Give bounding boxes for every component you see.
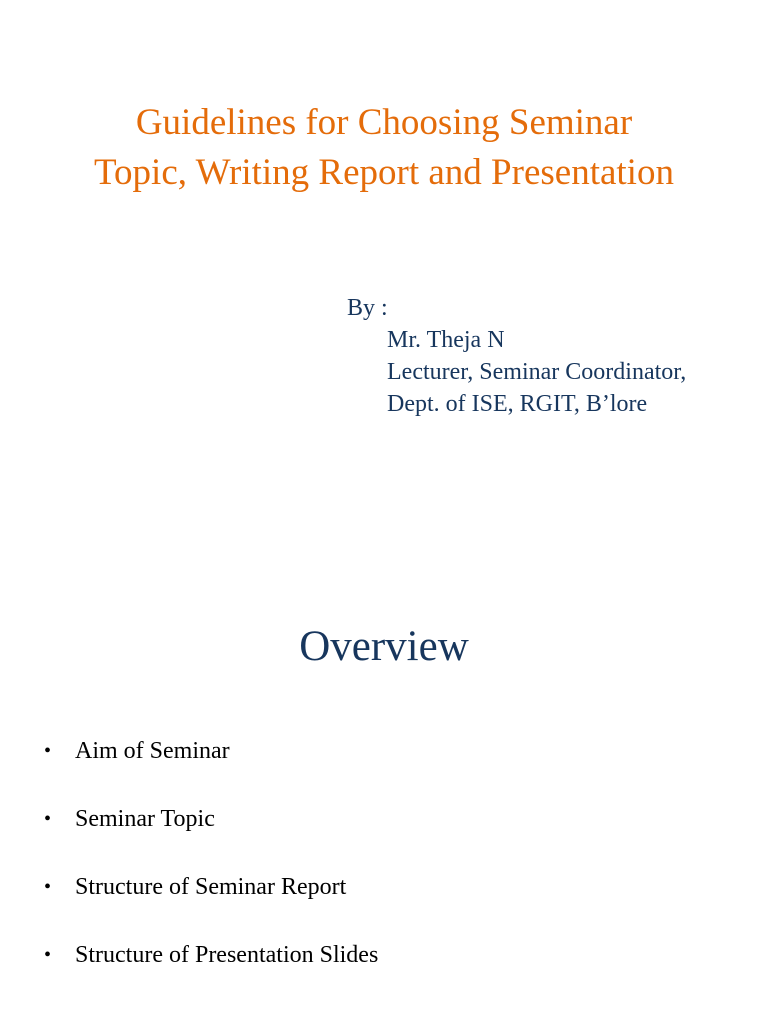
overview-slide <box>0 512 768 1024</box>
author-by-label: By : <box>347 295 388 321</box>
list-item <box>44 735 230 767</box>
author-role: Lecturer, Seminar Coordinator, <box>387 359 687 385</box>
slide-title-line-2: Topic, Writing Report and Presentation <box>94 152 674 193</box>
bullet-icon: • <box>44 875 52 898</box>
bullet-icon: • <box>44 943 52 966</box>
list-item-text: Structure of Seminar Report <box>75 873 347 900</box>
bullet-icon: • <box>44 739 52 762</box>
overview-title: Overview <box>299 623 469 670</box>
bullet-icon: • <box>44 807 52 830</box>
list-item <box>44 939 378 971</box>
list-item <box>44 871 346 903</box>
list-item-text: Structure of Presentation Slides <box>75 941 379 968</box>
author-department: Dept. of ISE, RGIT, B’lore <box>387 391 648 417</box>
list-item-text: Seminar Topic <box>75 805 215 832</box>
author-name: Mr. Theja N <box>387 327 505 353</box>
list-item-text: Aim of Seminar <box>75 737 230 764</box>
list-item <box>44 803 215 835</box>
slide-title-line-1: Guidelines for Choosing Seminar <box>135 102 633 143</box>
